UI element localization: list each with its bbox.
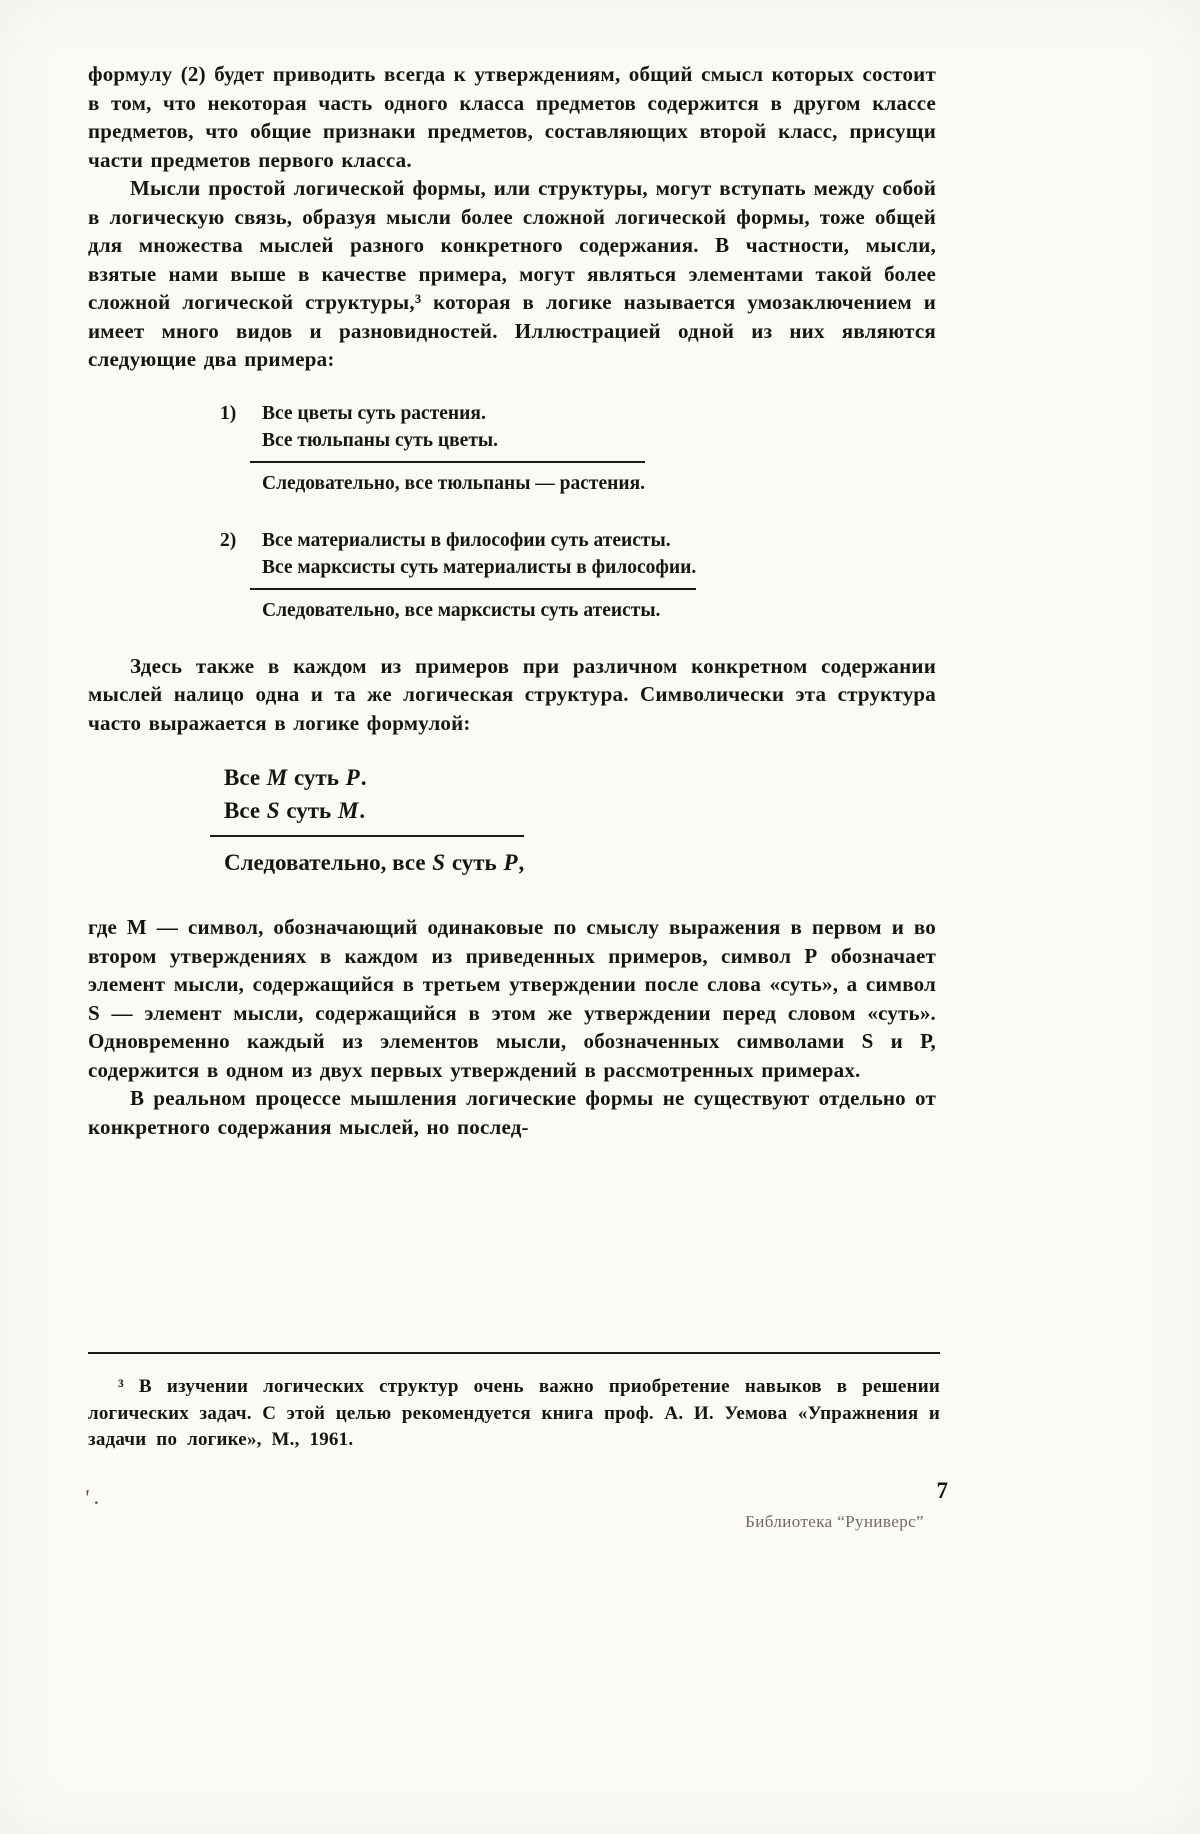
formula-symbol-M: М	[337, 798, 359, 823]
example-2-conclusion: Следовательно, все марксисты суть атеисты.	[262, 599, 661, 621]
formula-text: ,	[518, 850, 525, 875]
example-1-premise-1: Все цветы суть растения.	[262, 402, 486, 424]
formula-text: .	[359, 798, 366, 823]
formula-block	[224, 761, 524, 879]
formula-symbol-S: S	[266, 798, 280, 823]
footnote-separator	[88, 1352, 940, 1354]
formula-symbol-P: Р	[345, 765, 360, 790]
formula-text: суть	[288, 765, 345, 790]
formula-text: Все	[224, 798, 266, 823]
example-2	[220, 527, 936, 624]
pencil-mark: ′.	[84, 1483, 102, 1510]
example-2-premise-1: Все материалисты в философии суть атеисты.	[262, 529, 671, 551]
page-number: 7	[936, 1478, 948, 1503]
example-2-number: 2)	[220, 529, 237, 551]
formula-premise-1	[224, 761, 524, 794]
page-content	[88, 60, 936, 1356]
formula-text: суть	[446, 850, 503, 875]
example-2-body	[262, 527, 696, 624]
paragraph-1: формулу (2) будет приводить всегда к утверждениям, общий смысл которых состоит в том, что некоторая часть одного класса предметов содержится в другом классе предметов, что общие признаки предметов, составляющих второй класс, присущи части предметов первого класса.	[88, 62, 936, 172]
formula-wrap	[224, 761, 936, 879]
formula-symbol-M: М	[266, 765, 288, 790]
formula-text: .	[360, 765, 367, 790]
example-1-conclusion: Следовательно, все тюльпаны — растения.	[262, 472, 646, 494]
example-1-premise-2: Все тюльпаны суть цветы.	[262, 429, 499, 451]
formula-text: Следовательно, все	[224, 850, 432, 875]
formula-conclusion	[224, 846, 524, 879]
paragraph-5: В реальном процессе мышления логические формы не существуют отдельно от конкретного содержания мыслей, но послед-	[88, 1086, 936, 1139]
formula-symbol-P: Р	[503, 850, 518, 875]
formula-text: Все	[224, 765, 266, 790]
inference-line	[250, 461, 645, 463]
formula-symbol-S: S	[432, 850, 446, 875]
syllogism-examples	[220, 400, 936, 624]
example-2-premise-2: Все марксисты суть материалисты в философии.	[262, 556, 697, 578]
formula-premise-2	[224, 794, 524, 827]
example-1	[220, 400, 936, 497]
footnote-area	[88, 1352, 940, 1454]
paragraph-4: где М — символ, обозначающий одинаковые по смыслу выражения в первом и во втором утверждениях в каждом из приведенных примеров, символ Р обозначает элемент мысли, содержащийся в третьем утверждении после слова «суть», а символ S — элемент мысли, содержащийся в этом же утверждении перед словом «суть». Одновременно каждый из элементов мысли, обозначенных символами S и Р, содержится в одном из двух первых утверждений в рассмотренных примерах.	[88, 915, 936, 1082]
footnote-text: ³ В изучении логических структур очень важно приобретение навыков в решении логических задач. С этой целью рекомендуется книга проф. А. И. Уемова «Упражнения и задачи по логике», М., 1961.	[88, 1376, 940, 1450]
paragraph-2: Мысли простой логической формы, или структуры, могут вступать между собой в логическую связь, образуя мысли более сложной логической формы, тоже общей для множества мыслей разного конкретного содержания. В частности, мысли, взятые нами выше в качестве примера, могут являться элементами такой более сложной логической структуры,³ которая в логике называется умозаключением и имеет много видов и разновидностей. Иллюстрацией одной из них являются следующие два примера:	[88, 176, 936, 371]
example-1-body	[262, 400, 645, 497]
inference-line	[250, 588, 696, 590]
example-1-number: 1)	[220, 402, 237, 424]
library-watermark: Библиотека “Руниверс”	[745, 1512, 924, 1531]
inference-line	[210, 835, 524, 837]
paragraph-3: Здесь также в каждом из примеров при различном конкретном содержании мыслей налицо одна и та же логическая структура. Символически эта структура часто выражается в логике формулой:	[88, 653, 936, 735]
formula-text: суть	[280, 798, 337, 823]
